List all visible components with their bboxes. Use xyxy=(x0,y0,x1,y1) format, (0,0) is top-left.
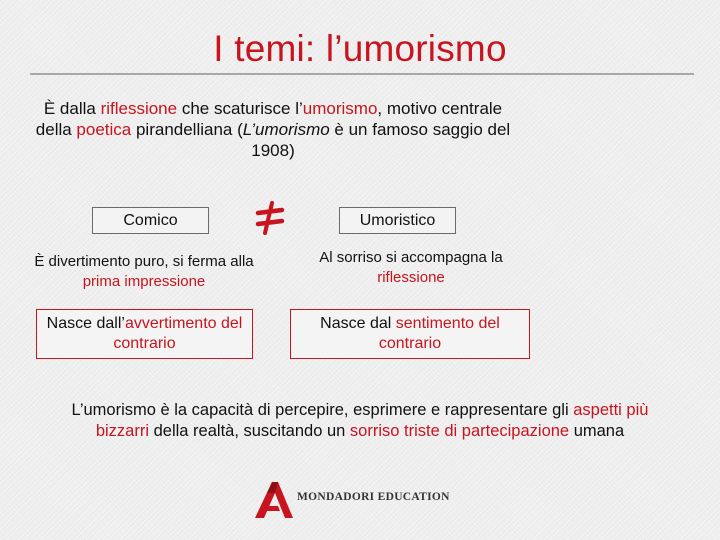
keyword-riflessione: riflessione xyxy=(100,99,178,118)
umoristico-desc-text: Al sorriso si accompagna la xyxy=(319,249,503,266)
intro-text: , motivo centrale della xyxy=(35,99,503,139)
page-title: I temi: l’umorismo xyxy=(213,28,507,69)
umoristico-origin-box xyxy=(290,309,530,359)
conclusion-text: della realtà, suscitando un xyxy=(149,422,350,440)
intro-text: pirandelliana ( xyxy=(131,120,243,139)
comico-origin-text: Nasce dall’ xyxy=(46,315,125,332)
conclusion-text: L’umorismo è la capacità di percepire, esprimere e rappresentare gli xyxy=(71,401,574,419)
logo-text: MONDADORI EDUCATION xyxy=(297,491,450,503)
title-rule xyxy=(30,73,694,75)
not-equal-symbol xyxy=(253,198,287,238)
intro-paragraph xyxy=(30,98,516,161)
keyword-umorismo: umorismo xyxy=(302,99,378,118)
umoristico-origin-text: Nasce dal xyxy=(320,315,396,332)
conclusion-paragraph xyxy=(58,400,662,442)
umoristico-heading: Umoristico xyxy=(359,211,436,229)
comico-heading-box xyxy=(92,207,209,234)
comico-description xyxy=(34,252,254,292)
intro-text: che scaturisce l’ xyxy=(177,99,303,118)
comico-desc-text: È divertimento puro, si ferma alla xyxy=(34,253,254,270)
mondadori-logo-mark-icon xyxy=(253,480,295,520)
umoristico-heading-box xyxy=(339,207,456,234)
essay-title: L’umorismo xyxy=(242,120,330,139)
comico-heading: Comico xyxy=(123,211,178,229)
intro-text: È dalla xyxy=(43,99,101,118)
umoristico-description xyxy=(306,248,516,288)
keyword-sorriso-triste: sorriso triste di partecipazione xyxy=(349,422,570,440)
keyword-poetica: poetica xyxy=(76,120,132,139)
keyword-riflessione-2: riflessione xyxy=(377,269,445,286)
comico-origin-box xyxy=(36,309,253,359)
keyword-aspetti-bizzarri: aspetti più bizzarri xyxy=(95,401,649,440)
mondadori-logo xyxy=(253,480,483,520)
keyword-prima-impressione: prima impressione xyxy=(82,273,206,290)
intro-text: è un famoso saggio del 1908) xyxy=(251,120,511,160)
keyword-avvertimento-contrario: avvertimento del contrario xyxy=(113,315,243,352)
conclusion-text: umana xyxy=(569,422,625,440)
keyword-sentimento-contrario: sentimento del contrario xyxy=(378,315,500,352)
